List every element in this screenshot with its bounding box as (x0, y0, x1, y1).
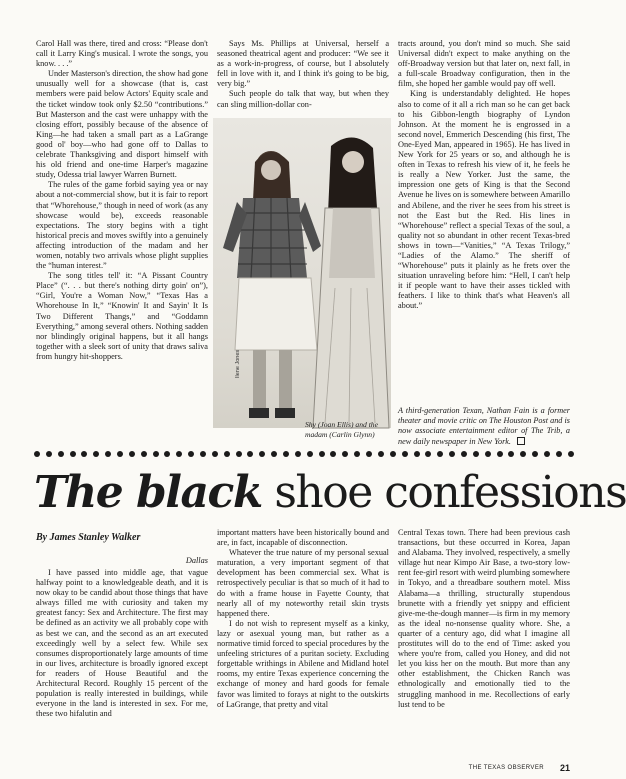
divider-dot (342, 451, 348, 457)
divider-dot (307, 451, 313, 457)
dateline: Dallas (185, 556, 208, 565)
article-column-1 (36, 39, 208, 439)
divider-dot (141, 451, 147, 457)
paragraph: Carol Hall was there, tired and cross: “Please don't call it Larry King's musical. I wrote the songs, you know. . . .” (36, 39, 208, 69)
divider-dot (354, 451, 360, 457)
paragraph: Whatever the true nature of my personal sexual maturation, a very important segment of that development has been commercial sex. What is retrospectively peculiar is that so much of it had to do with a frame house in Fayette County, that nearly all of my noteworthy retail skin trysts happened there. (217, 548, 389, 618)
divider-dot (366, 451, 372, 457)
photo-two-women (213, 118, 391, 428)
photo-caption: Shy (Joan Ellis) and the madam (Carlin Glynn) (305, 420, 378, 439)
divider-dot (295, 451, 301, 457)
article-column-5 (217, 528, 389, 766)
divider-dot (425, 451, 431, 457)
paragraph: I do not wish to represent myself as a kinky, lazy or asexual young man, but rather as a normative timid forced to special procedures by the unfeeling strictures of a puritan society. Excluding forgettable writhings in Abilene and Midland hotel rooms, my entire Texas experience concerning the exchange of money and hard goods for female favor was limited to forays at night to the outskirts of LaGrange, that pretty and vital (217, 618, 389, 709)
paragraph: The rules of the game forbid saying yea or nay about a not-commercial show, but it is fair to report that “Whorehouse,” though in need of work (as any showcase would be), exceeds reasonable expectations. The story begins with a tight historical precis and moves swiftly into a genuinely affecting introduction of the madam and her women, notably two arrivals whose plight supplies the “human interest.” (36, 180, 208, 271)
divider-dot (520, 451, 526, 457)
byline: By James Stanley Walker (36, 532, 141, 543)
article-column-6 (398, 528, 570, 766)
article-column-3 (398, 39, 570, 439)
divider-dot (568, 451, 574, 457)
paragraph: The song titles tell' it: “A Pissant Country Place” (“. . . but there's nothing dirty goin' on”), “Girl, You're a Woman Now,” “Texas Has a Whorehouse In It,” “Knowin' It and Sayin' It Is Two Different Thangs,” and “Goddamn Everything,” among several others. Nothing sadden nor blindingly original happens, but it all hangs together with a sleek sort of unity that draws saliva from hungry hit-shoppers. (36, 271, 208, 361)
headline-part-2: shoe (274, 467, 372, 518)
divider-dot (188, 451, 194, 457)
divider-dot (508, 451, 514, 457)
divider-dot (58, 451, 64, 457)
divider-dot (34, 451, 40, 457)
divider-dot (129, 451, 135, 457)
divider-dot (224, 451, 230, 457)
divider-dot (378, 451, 384, 457)
divider-dot (259, 451, 265, 457)
divider-dot (271, 451, 277, 457)
divider-dot (153, 451, 159, 457)
divider-dot (70, 451, 76, 457)
photo-illustration (213, 118, 391, 428)
author-bio (398, 406, 570, 447)
paragraph: King is understandably delighted. He hopes also to come of it all a rich man so he can get back to his Gibbon-length biography of Lyndon Johnson. At the moment he is engrossed in a second novel, Emmerich Descending (his first, The One-Eyed Man, appeared in 1965). He has lived in New York for 25 years or so, and although he is often in Texas to refresh his view of it, he feels he is really a New Yorker. Just the same, the impression one gets of King is that the Second Avenue he lives on is somewhere between Amarillo and Abilene, and the river he sees from his street is not the East but the Red. His lines in “Whorehouse” reflect a special Texas of the soul, a quality not so abundant in other recent Texas-bred shows in town—“Vanities,” “A Texas Trilogy,” “Ladies of the Alamo.” The sheriff of “Whorehouse” puts it plainly as he frets over the situation unraveling before him: “Hell, I can't help it if people want to have their asses tickled with feathers. I like to think that's what Heaven's all about.” (398, 89, 570, 311)
divider-dot (319, 451, 325, 457)
page-footer (398, 762, 570, 774)
headline-part-3: confessions (384, 467, 626, 518)
divider-dot (212, 451, 218, 457)
headline-part-1: The black (34, 467, 262, 518)
paragraph: Central Texas town. There had been previous cash transactions, but these occurred in Korea, Japan and Alabama. They involved, respectively, a smelly village hut near Kimpo Air Base, a two-story low-rent fee-girl resort with weird plumbing somewhere in Tokyo, and a threadbare southern motel. Miss Alabama—a thrilling, structurally stupendous brunette with a friendly yet snippy and efficient give-me-the-dough manner—is firm in my memory as the ideal no-nonsense quality whore. She, a quarter of a century ago, did what I imagine all prostitutes will do to the end of Time: asked you where you're from, called you Honey, and did not let you kiss her on the mouth. But more than any other establishment, the Chicken Ranch was ethnologically and emotionally tied to the struggling manhood in me. Recollections of early lust tend to be (398, 528, 570, 709)
divider-dot (164, 451, 170, 457)
divider-dot (236, 451, 242, 457)
divider-dot (283, 451, 289, 457)
author-bio-text: A third-generation Texan, Nathan Fain is a former theater and movie critic on The Houston Post and is now associate entertainment editor of The Trib, a new daily newspaper in New York. (398, 406, 570, 446)
divider-dot (544, 451, 550, 457)
divider-dot (117, 451, 123, 457)
divider-dot (105, 451, 111, 457)
photo-credit: Ilene Jones (235, 349, 241, 378)
paragraph: I have passed into middle age, that vague halfway point to a knowledgeable death, and it is now okay to be candid about those things that have always filled me with curiosity and taken my greatest fancy: Sex and Architecture. The first may be defined as an activity we all probably cope with as best we can, and the second as an art executed exceedingly well by a select few. While sex consumes disproportionately large amounts of time in our lives, architecture is broadly ignored except for readers of House Beautiful and the Architectural Record. Roughly 15 percent of the population is really interested in buildings, while everyone in the land is interested in sex. For me, these two hifalutin and (36, 568, 208, 719)
divider-dot (414, 451, 420, 457)
divider-dot (461, 451, 467, 457)
divider-dot (46, 451, 52, 457)
divider-dot (200, 451, 206, 457)
divider-dot (402, 451, 408, 457)
article-column-2 (217, 39, 389, 119)
end-mark-icon (517, 437, 525, 445)
article-column-4 (36, 568, 208, 766)
paragraph: Such people do talk that way, but when they can sling million-dollar con- (217, 89, 389, 109)
divider-dot (390, 451, 396, 457)
divider-dot (473, 451, 479, 457)
divider-dot (437, 451, 443, 457)
paragraph: important matters have been historically bound and are, in fact, incapable of disconnection. (217, 528, 389, 548)
headline (34, 467, 626, 518)
divider-dot (93, 451, 99, 457)
paragraph: tracts around, you don't mind so much. She said Universal didn't expect to make anything on the off-Broadway version but that later on, next fall, in a full-scale Broadway configuration, then in the film, she hoped her gamble would pay off well. (398, 39, 570, 89)
divider-dot (497, 451, 503, 457)
divider-dot (532, 451, 538, 457)
page-number: 21 (559, 763, 570, 773)
paragraph: Under Masterson's direction, the show had gone unusually well for a showcase (that is, cast members were paid below Actors' Equity scale and the ticket window took only $2.50 “contributions.” But Masterson and the cast were unhappy with the closing effort, possibly because of the absence of King—he had taken a small part as a LaGrange good ol' boy—who had gone off to Dallas to celebrate Thanksgiving and disport himself with his old friend and one-time Harper's magazine study, Odessa trial lawyer Warren Burnett. (36, 69, 208, 180)
divider-dot (247, 451, 253, 457)
divider-dot (81, 451, 87, 457)
divider-dot (330, 451, 336, 457)
divider-dot (449, 451, 455, 457)
publication-name: THE TEXAS OBSERVER (468, 765, 544, 771)
divider-dot (556, 451, 562, 457)
dot-divider (34, 448, 574, 460)
paragraph: Says Ms. Phillips at Universal, herself a seasoned theatrical agent and producer: “We see it as a work-in-progress, of course, but I absolutely fell in love with it, and I think it's going to be big, very big.” (217, 39, 389, 89)
divider-dot (485, 451, 491, 457)
divider-dot (176, 451, 182, 457)
